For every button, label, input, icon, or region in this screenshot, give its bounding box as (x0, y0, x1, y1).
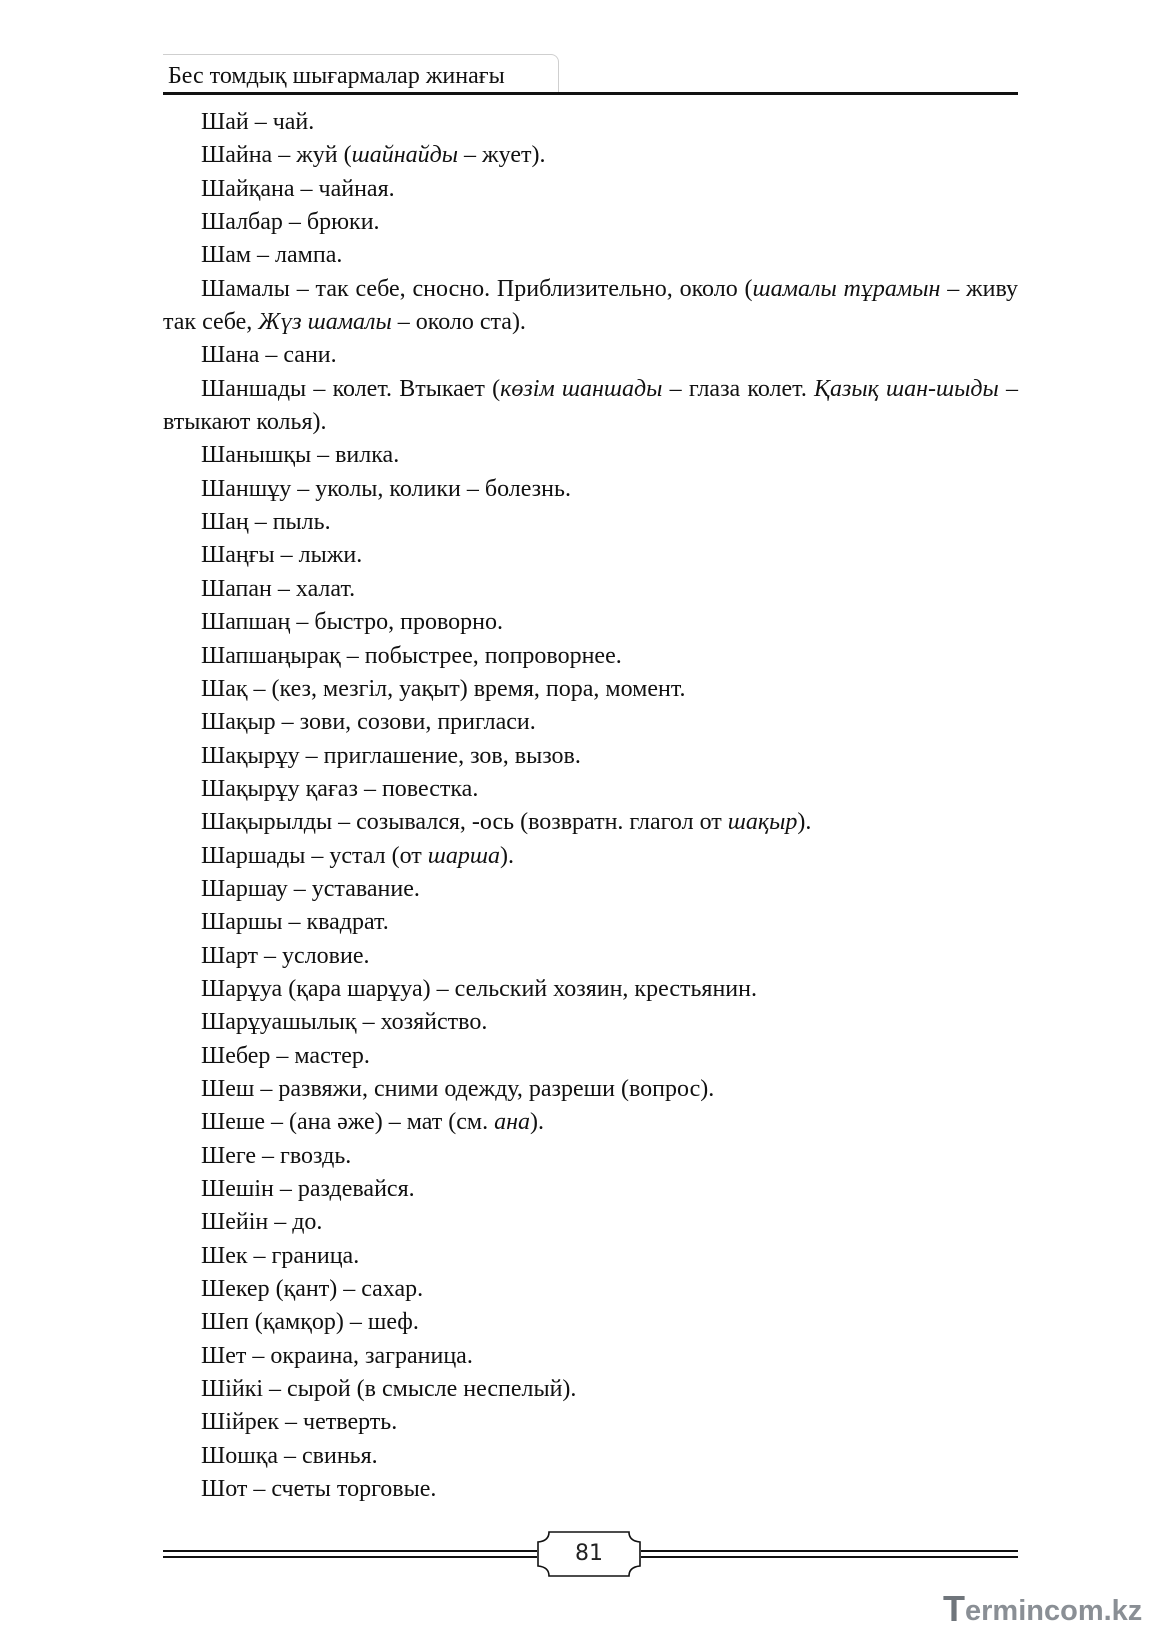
entry-text: – жует). (458, 142, 546, 169)
entry-italic-text: ана (494, 1109, 530, 1136)
glossary-entry (163, 1406, 1018, 1439)
entry-text: Шійрек – четверть. (201, 1409, 398, 1436)
entry-text: Шапшаңырақ – побыстрее, попроворнее. (201, 642, 622, 669)
glossary-entries (163, 106, 1018, 1506)
glossary-entry (163, 1473, 1018, 1506)
entry-text: ). (529, 1109, 544, 1136)
entry-text: Шай – чай. (201, 109, 315, 135)
glossary-entry (163, 373, 1018, 440)
glossary-entry (163, 706, 1018, 739)
entry-text: Шеше – (ана әже) – мат (см. (201, 1109, 495, 1136)
glossary-entry (163, 106, 1018, 139)
glossary-entry (163, 1306, 1018, 1339)
entry-text: – около ста). (391, 309, 526, 336)
entry-italic-text: шарша (427, 842, 501, 869)
entry-text: Шамалы – так себе, сносно. Приблизительно, около ( (201, 275, 753, 302)
entry-text: Шақыр – зови, созови, пригласи. (201, 709, 536, 736)
glossary-entry (163, 940, 1018, 973)
entry-text: Шійкі – сырой (в смысле неспелый). (201, 1376, 577, 1403)
watermark-logo-graphic (943, 1587, 1148, 1629)
footer-rule-right (641, 1550, 1018, 1558)
glossary-entry (163, 1073, 1018, 1106)
entry-text: Шек – граница. (201, 1242, 360, 1269)
glossary-entry (163, 1206, 1018, 1239)
entry-text: Шана – сани. (201, 342, 337, 369)
entry-text: – глаза колет. (662, 375, 815, 402)
entry-text: Шот – счеты торговые. (201, 1476, 437, 1503)
entry-italic-text: шамалы тұрамын (752, 275, 941, 302)
page-number: 81 (575, 1541, 603, 1566)
entry-text: Шебер – мастер. (201, 1042, 370, 1069)
entry-text: Шаршау – уставание. (201, 875, 420, 902)
glossary-entry (163, 906, 1018, 939)
entry-text: Шекер (қант) – сахар. (201, 1276, 424, 1303)
entry-text: Шанышқы – вилка. (201, 442, 400, 469)
glossary-entry (163, 740, 1018, 773)
entry-text: Шеге – гвоздь. (201, 1142, 352, 1169)
header-rule (163, 92, 1018, 95)
glossary-entry (163, 539, 1018, 572)
running-header-title: Бес томдық шығармалар жинағы (168, 63, 505, 89)
entry-text: Шапшаң – быстро, проворно. (201, 609, 503, 636)
entry-text: Шейін – до. (201, 1209, 323, 1236)
glossary-entry (163, 1373, 1018, 1406)
glossary-entry (163, 139, 1018, 172)
glossary-entry (163, 1240, 1018, 1273)
glossary-entry (163, 1006, 1018, 1039)
glossary-entry (163, 273, 1018, 340)
glossary-entry (163, 773, 1018, 806)
entry-italic-text: шайнайды (351, 142, 459, 169)
entry-text: Шет – окраина, заграница. (201, 1342, 473, 1369)
entry-text: Шайна – жуй ( (201, 142, 352, 169)
entry-text: Шаншұу – уколы, колики – болезнь. (201, 475, 571, 502)
glossary-entry (163, 640, 1018, 673)
glossary-entry (163, 1340, 1018, 1373)
entry-italic-text: көзім шаншады (500, 375, 663, 402)
glossary-entry (163, 206, 1018, 239)
entry-text: – живу так себе, (163, 275, 1018, 336)
glossary-entry (163, 473, 1018, 506)
svg-text:T: T (943, 1588, 965, 1629)
page-number-frame (537, 1531, 641, 1577)
entry-text: Шеш – развяжи, сними одежду, разреши (вопрос). (201, 1075, 715, 1102)
entry-text: ). (797, 809, 812, 836)
entry-text: Шалбар – брюки. (201, 209, 380, 236)
entry-text: Шақырылды – созывался, -ось (возвратн. глагол от (201, 809, 728, 836)
entry-text: Шаршады – устал (от (201, 842, 428, 869)
entry-text: Шаңғы – лыжи. (201, 542, 363, 569)
entry-text: Шошқа – свинья. (201, 1442, 378, 1469)
glossary-entry (163, 806, 1018, 839)
entry-text: Шарт – условие. (201, 942, 370, 969)
glossary-entry (163, 1140, 1018, 1173)
entry-text: Шешін – раздевайся. (201, 1176, 415, 1202)
glossary-entry (163, 173, 1018, 206)
entry-text: Шарұуа (қара шарұуа) – сельский хозяин, крестьянин. (201, 975, 757, 1002)
glossary-entry (163, 606, 1018, 639)
glossary-entry (163, 1273, 1018, 1306)
glossary-entry (163, 1040, 1018, 1073)
glossary-entry (163, 239, 1018, 272)
glossary-entry (163, 873, 1018, 906)
glossary-entry (163, 673, 1018, 706)
entry-text: Шаң – пыль. (201, 509, 331, 536)
glossary-entry (163, 506, 1018, 539)
entry-text: Шаншады – колет. Втыкает ( (201, 375, 501, 402)
glossary-entry (163, 1440, 1018, 1473)
entry-text: Шаршы – квадрат. (201, 909, 389, 936)
glossary-entry (163, 339, 1018, 372)
entry-text: Шайқана – чайная. (201, 175, 395, 202)
entry-text: Шеп (қамқор) – шеф. (201, 1309, 419, 1336)
entry-italic-text: Жүз шамалы (258, 309, 392, 336)
footer-rule-left (163, 1550, 537, 1558)
glossary-entry (163, 1106, 1018, 1139)
entry-italic-text: Қазық шан-шыды (814, 375, 999, 402)
entry-text: Шақырұу – приглашение, зов, вызов. (201, 742, 581, 769)
entry-text: ). (500, 842, 515, 869)
glossary-entry (163, 439, 1018, 472)
glossary-entry (163, 573, 1018, 606)
entry-text: Шақырұу қағаз – повестка. (201, 775, 479, 802)
svg-text:ermincom.kz: ermincom.kz (965, 1595, 1143, 1627)
glossary-entry (163, 840, 1018, 873)
termincom-watermark-logo (943, 1587, 1148, 1629)
entry-text: – втыкают колья). (163, 375, 1019, 436)
entry-text: Шарұуашылық – хозяйство. (201, 1009, 488, 1036)
glossary-entry (163, 1173, 1018, 1206)
entry-text: Шапан – халат. (201, 575, 356, 602)
entry-text: Шам – лампа. (201, 242, 343, 269)
entry-text: Шақ – (кез, мезгіл, уақыт) время, пора, момент. (201, 675, 686, 702)
entry-italic-text: шақыр (727, 809, 798, 836)
glossary-entry (163, 973, 1018, 1006)
